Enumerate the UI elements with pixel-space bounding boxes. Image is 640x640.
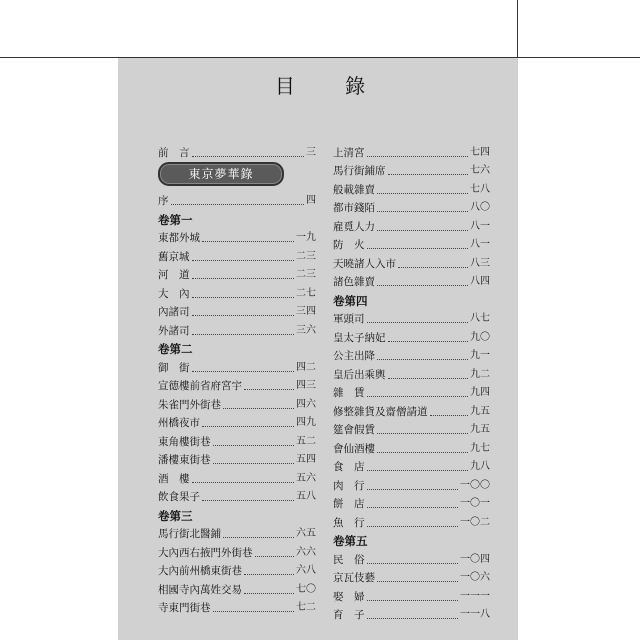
toc-entry-page: 三 [306,146,316,158]
dot-leader [255,555,295,557]
toc-entry-page: 五六 [296,472,316,484]
toc-entry-title: 飲食果子 [158,491,200,503]
toc-entry-page: 三四 [296,306,316,317]
toc-entry[interactable] [333,548,490,567]
toc-entry-title: 肉 行 [333,479,365,492]
dot-leader [223,407,294,409]
volume-heading-label: 卷第一 [158,212,193,227]
volume-heading-label: 卷第三 [158,508,193,523]
toc-entry-page: 九〇 [470,331,490,343]
toc-entry[interactable] [333,234,490,253]
toc-entry-page: 四三 [296,380,316,391]
toc-entry-title: 內諸司 [158,306,190,318]
toc-entry-title: 民 俗 [333,553,365,566]
toc-entry-title: 外諸司 [158,324,190,337]
toc-entry-page: 五二 [296,435,316,447]
toc-entry-page: 九七 [470,442,490,454]
toc-entry-page: 五四 [296,454,316,465]
toc-entry-title: 都市錢陌 [333,202,375,214]
toc-entry-page: 二三 [296,250,316,262]
toc-entry-title: 雜 賃 [333,387,365,399]
toc-entry-page: 四二 [296,361,316,373]
dot-leader [367,506,459,508]
toc-entry[interactable] [333,419,490,438]
toc-entry-page: 二三 [296,269,316,280]
toc-entry-title: 餅 店 [333,498,365,510]
toc-entry-title: 筵會假賃 [333,424,375,436]
dot-leader [192,259,295,261]
toc-entry-title: 潘樓東街巷 [158,454,211,466]
toc-entry-title: 天曉諸人入市 [333,257,396,270]
volume-heading [333,530,490,549]
toc-entry-title: 馬行街鋪席 [333,165,386,177]
toc-entry-title: 上清宮 [333,146,365,159]
toc-entry[interactable] [158,541,316,560]
toc-entry[interactable] [333,197,490,216]
book-title-label: 東京夢華錄 [158,162,284,186]
toc-entry[interactable] [333,604,490,623]
dot-leader [377,192,468,194]
toc-entry-page: 一〇一 [460,498,490,509]
toc-entry-title: 宣德樓前省府宮宇 [158,380,242,392]
toc-entry[interactable] [333,326,490,345]
page-title: 目 錄 [274,74,388,98]
dot-leader [192,296,295,298]
toc-entry[interactable] [158,486,316,505]
toc-entry[interactable] [333,252,490,271]
toc-entry-page: 七四 [470,146,490,158]
volume-heading-label: 卷第二 [158,342,193,356]
volume-heading-label: 卷第四 [333,293,368,308]
toc-entry-title: 會仙酒樓 [333,442,375,455]
dot-leader [377,432,468,434]
toc-entry-page: 四九 [296,417,316,428]
toc-entry[interactable] [158,356,316,375]
dot-leader [192,155,305,157]
dot-leader [367,599,459,601]
dot-leader [244,388,294,390]
toc-entry[interactable] [333,437,490,456]
toc-entry-title: 州橋夜市 [158,417,200,429]
toc-entry-page: 一〇六 [460,572,490,583]
toc-entry-title: 育 子 [333,609,365,621]
dot-leader [367,469,469,471]
volume-heading [158,504,316,523]
toc-entry[interactable] [158,467,316,486]
dot-leader [367,488,459,490]
dot-leader [202,240,294,242]
toc-entry-title: 軍頭司 [333,313,365,325]
toc-entry-title: 朱雀門外街巷 [158,398,221,411]
toc-entry-title: 馬行街北醫鋪 [158,528,221,540]
toc-entry[interactable] [333,456,490,475]
toc-entry-page: 五八 [296,491,316,502]
toc-entry-title: 東都外城 [158,232,200,244]
dot-leader [202,425,294,427]
toc-entry-page: 七〇 [296,583,316,595]
toc-right-column [333,141,490,622]
toc-entry-title: 前 言 [158,146,190,159]
dot-leader [244,592,294,594]
dot-leader [213,610,295,612]
toc-entry[interactable] [158,523,316,542]
toc-entry-title: 修整雜貨及齋僧請道 [333,405,428,418]
toc-entry-page: 一〇四 [460,553,490,565]
dot-leader [367,155,469,157]
toc-entry-title: 大內西右掖門外街巷 [158,546,253,559]
toc-entry-title: 般載雜賣 [333,183,375,196]
toc-entry[interactable] [158,578,316,597]
toc-entry[interactable] [333,178,490,197]
toc-entry-page: 八三 [470,257,490,269]
toc-entry-page: 一一八 [460,609,490,620]
toc-entry-page: 一〇〇 [460,479,490,491]
dot-leader [377,210,468,212]
toc-entry[interactable] [158,227,316,246]
toc-entry-title: 序 [158,195,169,207]
dot-leader [377,229,468,231]
toc-entry[interactable] [158,245,316,264]
toc-entry-page: 一一一 [460,590,490,602]
toc-entry[interactable] [158,430,316,449]
volume-heading [158,338,316,357]
toc-entry-title: 防 火 [333,239,365,251]
toc-entry[interactable] [333,382,490,401]
toc-entry-page: 六六 [296,546,316,558]
toc-entry[interactable] [158,319,316,338]
dot-leader [377,284,468,286]
toc-entry-title: 食 店 [333,461,365,473]
toc-entry[interactable] [333,345,490,364]
dot-leader [367,321,469,323]
dot-leader [192,481,295,483]
dot-leader [367,247,469,249]
toc-entry-page: 八七 [470,313,490,324]
dot-leader [377,358,468,360]
dot-leader [430,414,469,416]
book-title-banner [158,162,316,186]
toc-entry[interactable] [158,264,316,283]
toc-entry[interactable] [333,511,490,530]
toc-entry[interactable] [333,271,490,290]
toc-entry[interactable] [158,301,316,320]
toc-entry-title: 諸色雜賣 [333,276,375,288]
toc-entry-page: 一〇二 [460,516,490,528]
dot-leader [367,525,459,527]
toc-entry-title: 河 道 [158,269,190,281]
dot-leader [388,377,469,379]
toc-entry-page: 八一 [470,220,490,232]
dot-leader [223,536,294,538]
toc-entry-page: 四六 [296,398,316,410]
toc-entry-title: 魚 行 [333,516,365,529]
toc-entry-page: 八四 [470,276,490,287]
toc-entry[interactable] [158,560,316,579]
dot-leader [377,580,458,582]
toc-entry[interactable] [158,190,316,209]
toc-entry-page: 九五 [470,424,490,435]
toc-entry-title: 東角樓街巷 [158,435,211,448]
toc-entry-page: 六五 [296,528,316,539]
dot-leader [192,277,295,279]
toc-entry-page: 八一 [470,239,490,250]
dot-leader [398,266,468,268]
dot-leader [213,462,295,464]
toc-entry-page: 九四 [470,387,490,398]
toc-entry-title: 大 內 [158,287,190,300]
dot-leader [367,617,459,619]
toc-entry-title: 酒 樓 [158,472,190,485]
toc-entry-title: 相國寺內萬姓交易 [158,583,242,596]
dot-leader [388,340,469,342]
toc-entry-page: 九五 [470,405,490,417]
toc-entry-title: 娶 婦 [333,590,365,603]
dot-leader [244,573,294,575]
dot-leader [192,333,295,335]
toc-entry[interactable] [158,282,316,301]
toc-entry[interactable] [333,363,490,382]
toc-entry[interactable] [158,141,316,160]
volume-heading [333,289,490,308]
toc-entry-page: 九二 [470,368,490,380]
toc-left-column [158,141,316,615]
toc-entry-title: 雇覓人力 [333,220,375,233]
toc-entry-title: 公主出降 [333,350,375,362]
toc-entry-title: 京瓦伎藝 [333,572,375,584]
toc-entry-page: 九一 [470,350,490,361]
toc-entry-page: 八〇 [470,202,490,213]
dot-leader [192,314,295,316]
toc-entry[interactable] [333,215,490,234]
toc-entry[interactable] [333,585,490,604]
dot-leader [213,444,295,446]
toc-entry[interactable] [333,141,490,160]
dot-leader [388,173,469,175]
toc-entry-title: 舊京城 [158,250,190,263]
toc-entry-page: 四 [306,195,316,206]
toc-entry-page: 七二 [296,602,316,613]
toc-entry-page: 七六 [470,165,490,176]
dot-leader [192,370,295,372]
toc-entry-page: 七八 [470,183,490,195]
dot-leader [377,451,468,453]
dot-leader [202,499,294,501]
toc-entry-page: 三六 [296,324,316,336]
toc-entry-title: 皇太子納妃 [333,331,386,344]
toc-entry-page: 九八 [470,461,490,472]
toc-entry[interactable] [333,567,490,586]
toc-entry-title: 皇后出乘輿 [333,368,386,381]
toc-entry[interactable] [333,474,490,493]
dot-leader [171,203,305,205]
toc-entry[interactable] [158,412,316,431]
toc-entry[interactable] [333,308,490,327]
toc-entry-page: 六八 [296,565,316,576]
volume-heading-label: 卷第五 [333,534,368,548]
toc-entry[interactable] [333,400,490,419]
toc-entry[interactable] [333,493,490,512]
toc-entry-title: 御 街 [158,361,190,374]
toc-entry[interactable] [158,449,316,468]
dot-leader [367,395,469,397]
toc-entry[interactable] [158,375,316,394]
toc-entry[interactable] [158,597,316,616]
volume-heading [158,208,316,227]
toc-entry[interactable] [333,160,490,179]
toc-entry-title: 寺東門街巷 [158,602,211,614]
toc-entry-title: 大內前州橋東街巷 [158,565,242,577]
toc-entry[interactable] [158,393,316,412]
toc-entry-page: 一九 [296,232,316,243]
toc-entry-page: 二七 [296,287,316,299]
dot-leader [367,562,459,564]
